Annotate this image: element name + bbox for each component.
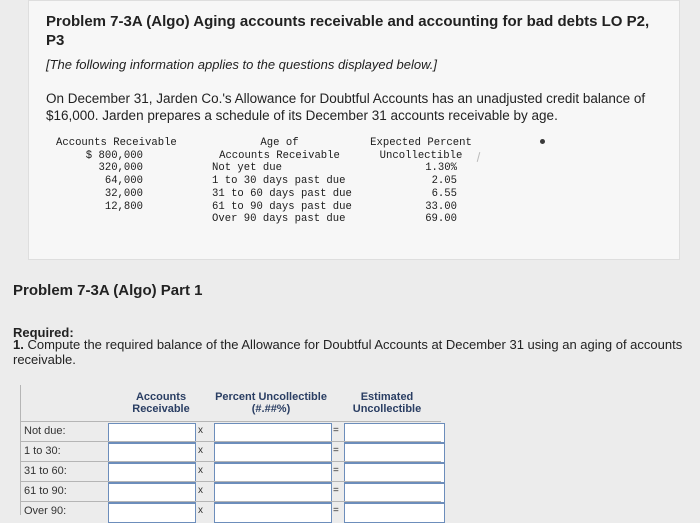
equals-sign: = <box>333 425 339 436</box>
percent-input-1-30[interactable] <box>214 443 332 463</box>
equals-sign: = <box>333 485 339 496</box>
schedule-ar-3: 32,000 <box>104 187 143 200</box>
schedule-pct-0: 1.30% <box>425 162 457 175</box>
row-label: 31 to 60: <box>24 465 67 477</box>
schedule-pct-2: 6.55 <box>431 187 457 200</box>
ar-input-not-due[interactable] <box>108 423 196 443</box>
part-title: Problem 7-3A (Algo) Part 1 <box>13 282 203 299</box>
ar-input-31-60[interactable] <box>108 463 196 483</box>
table-row <box>21 481 441 501</box>
answer-header-pu: Percent Uncollectible (#.##%) <box>215 391 327 415</box>
times-sign: x <box>198 485 203 496</box>
answer-header-eu: Estimated Uncollectible <box>352 391 422 415</box>
schedule-header-exp-2: Uncollectible <box>379 149 463 162</box>
ar-input-over-90[interactable] <box>108 503 196 523</box>
answer-table <box>20 385 471 515</box>
equals-sign: = <box>333 445 339 456</box>
required-body: Compute the required balance of the Allowance for Doubtful Accounts at December 31 using an aging of accounts receivable. <box>13 337 683 367</box>
times-sign: x <box>198 465 203 476</box>
schedule-header-age-1: Age of <box>260 137 299 149</box>
estimate-input-not-due[interactable] <box>344 423 445 443</box>
table-row <box>21 501 441 521</box>
estimate-input-1-30[interactable] <box>344 443 445 463</box>
schedule-header-age-2: Accounts Receivable <box>219 149 340 162</box>
estimate-input-31-60[interactable] <box>344 463 445 483</box>
bullet-dot <box>540 139 545 144</box>
ar-input-1-30[interactable] <box>108 443 196 463</box>
schedule-ar-4: 12,800 <box>104 200 143 213</box>
problem-note: [The following information applies to the questions displayed below.] <box>46 57 437 72</box>
required-label: Required: <box>13 325 74 340</box>
schedule-col-age <box>212 137 352 226</box>
percent-input-61-90[interactable] <box>214 483 332 503</box>
equals-sign: = <box>333 465 339 476</box>
schedule-age-1: 1 to 30 days past due <box>212 175 346 188</box>
schedule-header-ar: Accounts Receivable <box>56 137 177 149</box>
times-sign: x <box>198 425 203 436</box>
times-sign: x <box>198 445 203 456</box>
problem-title: Problem 7-3A (Algo) Aging accounts receivable and accounting for bad debts LO P2, P3 <box>46 13 650 49</box>
table-row <box>21 421 441 441</box>
row-label: 1 to 30: <box>24 445 61 457</box>
times-sign: x <box>198 505 203 516</box>
equals-sign: = <box>333 505 339 516</box>
percent-input-not-due[interactable] <box>214 423 332 443</box>
schedule-age-2: 31 to 60 days past due <box>212 187 352 200</box>
schedule-header-exp-1: Expected Percent <box>370 137 472 149</box>
schedule-pct-3: 33.00 <box>425 200 457 213</box>
ar-input-61-90[interactable] <box>108 483 196 503</box>
required-text <box>13 337 693 367</box>
answer-header-ar: Accounts Receivable <box>132 391 190 415</box>
schedule-col-exp <box>368 137 474 226</box>
percent-input-over-90[interactable] <box>214 503 332 523</box>
schedule-ar-1: 320,000 <box>98 162 143 175</box>
schedule-pct-1: 2.05 <box>431 175 457 188</box>
schedule-ar-2: 64,000 <box>104 175 143 188</box>
table-row <box>21 461 441 481</box>
problem-intro: On December 31, Jarden Co.'s Allowance for Doubtful Accounts has an unadjusted credit balance of $16,000. Jarden prepares a schedule of its December 31 accounts receivable by age. <box>46 91 646 123</box>
row-label: Not due: <box>24 425 66 437</box>
estimate-input-over-90[interactable] <box>344 503 445 523</box>
schedule-pct-4: 69.00 <box>425 213 457 226</box>
estimate-input-61-90[interactable] <box>344 483 445 503</box>
row-label: 61 to 90: <box>24 485 67 497</box>
schedule-col-ar <box>56 137 177 213</box>
percent-input-31-60[interactable] <box>214 463 332 483</box>
required-number: 1. <box>13 337 24 352</box>
schedule-age-4: Over 90 days past due <box>212 213 346 226</box>
row-label: Over 90: <box>24 505 67 517</box>
schedule-ar-0: $ 800,000 <box>85 149 143 162</box>
schedule-age-3: 61 to 90 days past due <box>212 200 352 213</box>
table-row <box>21 441 441 461</box>
schedule-age-0: Not yet due <box>212 162 282 175</box>
